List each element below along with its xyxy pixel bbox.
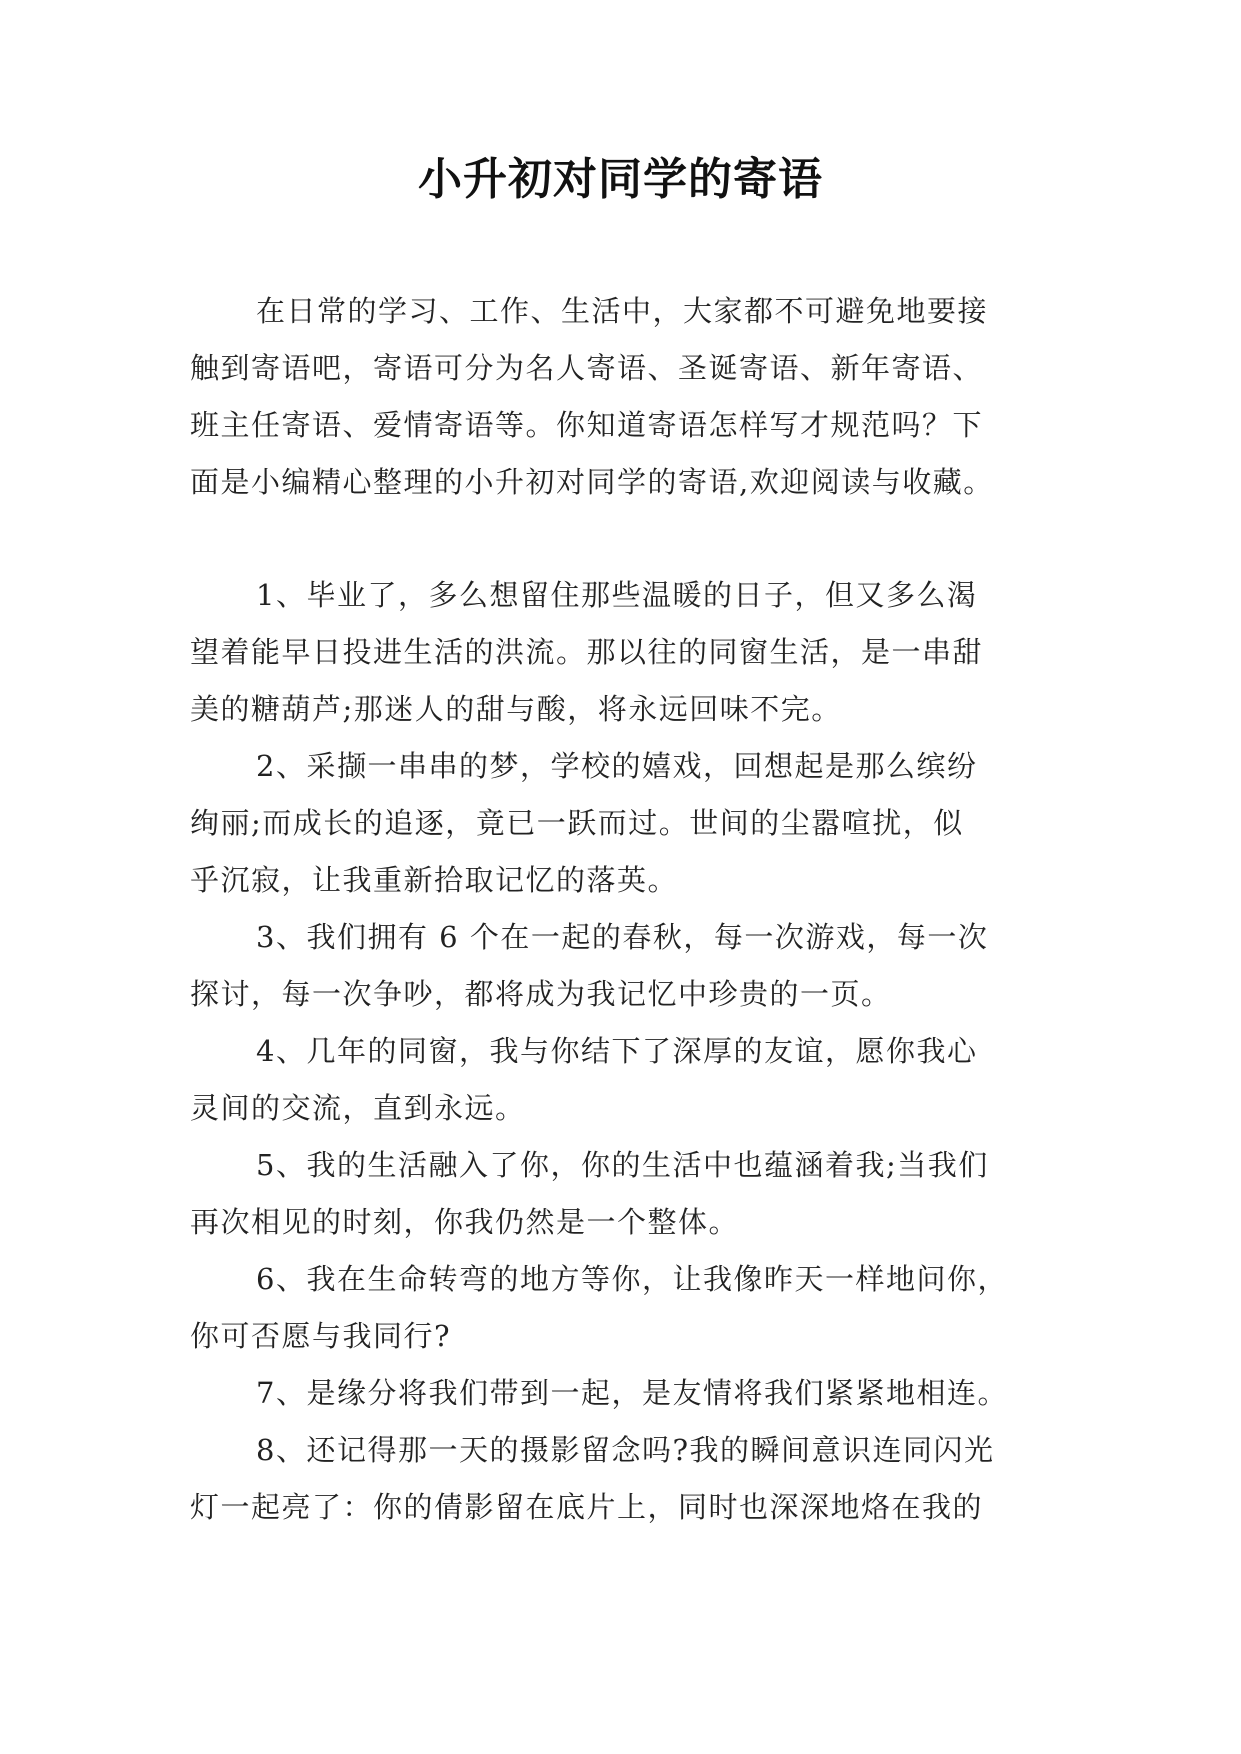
document-body <box>190 283 1070 1536</box>
item-3-line: 3、我们拥有 6 个在一起的春秋，每一次游戏，每一次 <box>256 920 989 954</box>
item-5-line: 再次相见的时刻，你我仍然是一个整体。 <box>190 1205 740 1239</box>
item-2-line: 乎沉寂，让我重新拾取记忆的落英。 <box>190 863 679 897</box>
document-title: 小升初对同学的寄语 <box>418 154 823 205</box>
item-2-line: 绚丽;而成长的追逐，竟已一跃而过。世间的尘嚣喧扰，似 <box>190 806 964 840</box>
intro-paragraph-line: 面是小编精心整理的小升初对同学的寄语,欢迎阅读与收藏。 <box>190 465 994 499</box>
item-6-line: 6、我在生命转弯的地方等你，让我像昨天一样地问你， <box>256 1262 1008 1296</box>
item-3-line: 探讨，每一次争吵，都将成为我记忆中珍贵的一页。 <box>190 977 892 1011</box>
item-1-line: 1、毕业了，多么想留住那些温暖的日子，但又多么渴 <box>256 578 978 612</box>
item-5-line: 5、我的生活融入了你，你的生活中也蕴涵着我;当我们 <box>256 1148 989 1182</box>
item-4-line: 灵间的交流，直到永远。 <box>190 1091 526 1125</box>
item-6-line: 你可否愿与我同行? <box>190 1319 452 1353</box>
paragraph-gap <box>190 511 1070 567</box>
item-8-line: 灯一起亮了：你的倩影留在底片上，同时也深深地烙在我的 <box>190 1490 984 1524</box>
item-2-line: 2、采撷一串串的梦，学校的嬉戏，回想起是那么缤纷 <box>256 749 978 783</box>
item-1-line: 美的糖葫芦;那迷人的甜与酸，将永远回味不完。 <box>190 692 842 726</box>
item-4-line: 4、几年的同窗，我与你结下了深厚的友谊，愿你我心 <box>256 1034 978 1068</box>
intro-paragraph-line: 班主任寄语、爱情寄语等。你知道寄语怎样写才规范吗？下 <box>190 408 984 442</box>
intro-paragraph-line: 触到寄语吧，寄语可分为名人寄语、圣诞寄语、新年寄语、 <box>190 351 984 385</box>
item-7-line: 7、是缘分将我们带到一起，是友情将我们紧紧地相连。 <box>256 1376 1008 1410</box>
item-8-line: 8、还记得那一天的摄影留念吗?我的瞬间意识连同闪光 <box>256 1433 995 1467</box>
intro-paragraph-line: 在日常的学习、工作、生活中，大家都不可避免地要接 <box>256 294 989 328</box>
item-1-line: 望着能早日投进生活的洪流。那以往的同窗生活，是一串甜 <box>190 635 984 669</box>
